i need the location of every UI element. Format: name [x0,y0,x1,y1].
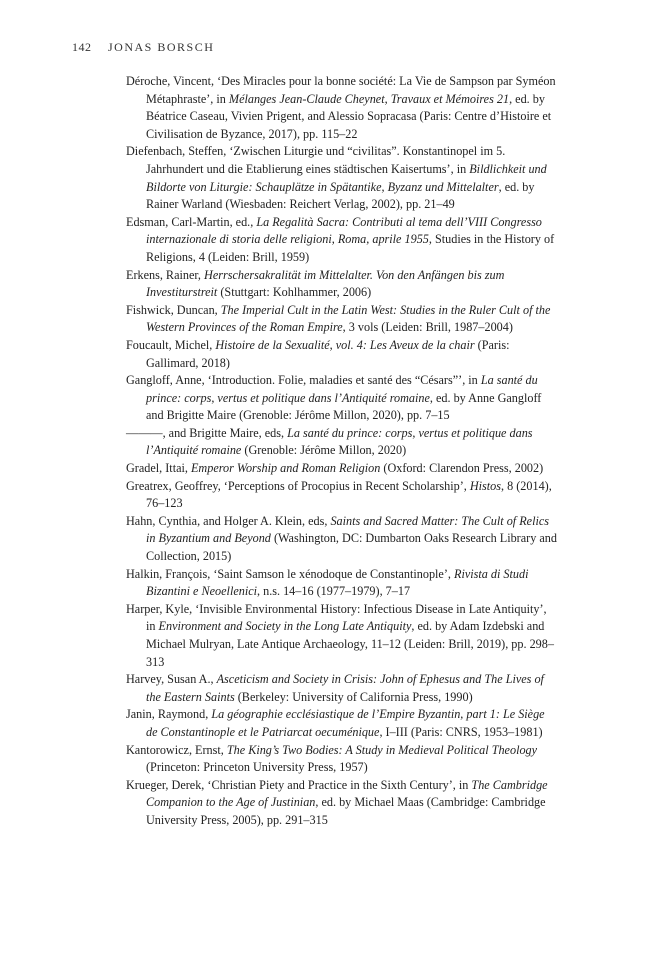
bibliography-entry [126,214,558,267]
bibliography-entry [126,302,558,337]
entry-text: Diefenbach, Steffen, ‘Zwischen Liturgie und “civilitas”. Konstantinopel im 5. Jahrhundert und die Etablierung eines städtischen Kaisertums’, in [126,144,506,176]
bibliography-list [126,73,558,830]
entry-title-italic: Saints and Sacred Matter: The Cult of Relics in Byzantium and Beyond [146,513,550,546]
bibliography-entry [126,671,558,706]
entry-text: (Washington, DC: Dumbarton Oaks Research Library and Collection, 2015) [146,531,557,564]
entry-text: , ed. by Adam Izdebski and Michael Mulryan, Late Antique Archaeology, 11–12 (Leiden: Brill, 2019), pp. 298–313 [146,619,554,669]
entry-title-italic: Histoire de la Sexualité, vol. 4: Les Aveux de la chair [215,337,475,352]
entry-text: ———, and Brigitte Maire, eds, [126,425,288,440]
entry-title-italic: La Regalità Sacra: Contributi al tema dell’VIII Congresso internazionale di storia delle religioni, Roma, aprile 1955 [146,214,542,247]
bibliography-entry [126,777,558,830]
bibliography-entry [126,425,558,460]
entry-text: Krueger, Derek, ‘Christian Piety and Practice in the Sixth Century’, in [126,777,472,792]
entry-text: , I–III (Paris: CNRS, 1953–1981) [379,724,543,739]
bibliography-entry [126,601,558,671]
entry-title-italic: La géographie ecclésiastique de l’Empire Byzantin, part 1: Le Siège de Constantinople et le Patriarcat oecuménique [146,707,545,739]
entry-text: Edsman, Carl-Martin, ed., [126,214,257,229]
entry-text: Kantorowicz, Ernst, [126,742,227,757]
bibliography-entry [126,337,558,372]
running-header [72,40,214,55]
entry-title-italic: Mélanges Jean-Claude Cheynet, Travaux et Mémoires 21 [228,91,510,106]
bibliography-entry [126,143,558,213]
entry-title-italic: Rivista di Studi Bizantini e Neoellenici [146,566,529,599]
page-number: 142 [72,40,92,54]
entry-title-italic: La santé du prince: corps, vertus et politique dans l’Antiquité romaine [146,373,538,405]
entry-text: Erkens, Rainer, [126,267,205,282]
entry-title-italic: Bildlichkeit und Bildorte von Liturgie: Schauplätze in Spätantike, Byzanz und Mittelalter [146,161,547,194]
entry-title-italic: Histos [469,478,502,493]
running-head-author: JONAS BORSCH [108,40,215,54]
entry-title-italic: The Cambridge Companion to the Age of Justinian [146,777,548,810]
entry-text: , 3 vols (Leiden: Brill, 1987–2004) [342,320,513,335]
entry-text: (Oxford: Clarendon Press, 2002) [380,461,544,476]
entry-title-italic: The King’s Two Bodies: A Study in Medieval Political Theology [226,742,538,757]
bibliography-entry [126,566,558,601]
entry-text: , 8 (2014), 76–123 [146,478,552,511]
entry-text: , n.s. 14–16 (1977–1979), 7–17 [257,584,411,599]
bibliography-entry [126,513,558,566]
bibliography-entry [126,460,558,478]
entry-title-italic: Emperor Worship and Roman Religion [190,461,381,476]
entry-text: , ed. by Michael Maas (Cambridge: Cambridge University Press, 2005), pp. 291–315 [146,795,546,827]
bibliography-entry [126,706,558,741]
entry-text: , ed. by Rainer Warland (Wiesbaden: Reichert Verlag, 2002), pp. 21–49 [146,179,535,212]
entry-text: Hahn, Cynthia, and Holger A. Klein, eds, [126,513,331,528]
entry-text: Halkin, François, ‘Saint Samson le xénodoque de Constantinople’, [126,566,454,581]
entry-text: (Paris: Gallimard, 2018) [146,337,510,370]
bibliography-entry [126,478,558,513]
entry-title-italic: Environment and Society in the Long Late Antiquity [158,619,412,634]
bibliography-entry [126,267,558,302]
entry-text: Gradel, Ittai, [126,461,191,476]
bibliography-entry [126,372,558,425]
entry-text: Greatrex, Geoffrey, ‘Perceptions of Procopius in Recent Scholarship’, [126,478,470,493]
entry-text: Fishwick, Duncan, [126,302,221,317]
entry-text: Harper, Kyle, ‘Invisible Environmental History: Infectious Disease in Late Antiquity’, in [126,601,547,634]
entry-text: , ed. by Béatrice Caseau, Vivien Prigent, and Alessio Sopracasa (Paris: Centre d’Histoire et Civilisation de Byzance, 2017), pp. 115–22 [146,91,552,141]
entry-text: Janin, Raymond, [126,707,212,722]
entry-text: (Stuttgart: Kohlhammer, 2006) [217,285,372,300]
entry-text: (Princeton: Princeton University Press, 1957) [146,760,368,775]
entry-text: , ed. by Anne Gangloff and Brigitte Maire (Grenoble: Jérôme Millon, 2020), pp. 7–15 [146,390,542,423]
entry-title-italic: The Imperial Cult in the Latin West: Studies in the Ruler Cult of the Western Provinces of the Roman Empire [146,302,551,335]
entry-text: Déroche, Vincent, ‘Des Miracles pour la bonne société: La Vie de Sampson par Syméon Métaphraste’, in [126,74,556,106]
entry-title-italic: Herrschersakralität im Mittelalter. Von den Anfängen bis zum Investiturstreit [146,267,505,300]
entry-text: , Studies in the History of Religions, 4 (Leiden: Brill, 1959) [146,232,555,264]
entry-title-italic: La santé du prince: corps, vertus et politique dans l’Antiquité romaine [146,425,533,458]
entry-title-italic: Asceticism and Society in Crisis: John of Ephesus and The Lives of the Eastern Saints [146,672,544,704]
bibliography-entry [126,73,558,143]
bibliography-entry [126,742,558,777]
entry-text: (Berkeley: University of California Press, 1990) [234,689,473,704]
entry-text: Foucault, Michel, [126,337,216,352]
entry-text: Gangloff, Anne, ‘Introduction. Folie, maladies et santé des “Césars”’, in [126,373,481,388]
entry-text: (Grenoble: Jérôme Millon, 2020) [241,443,407,458]
entry-text: Harvey, Susan A., [126,672,217,687]
